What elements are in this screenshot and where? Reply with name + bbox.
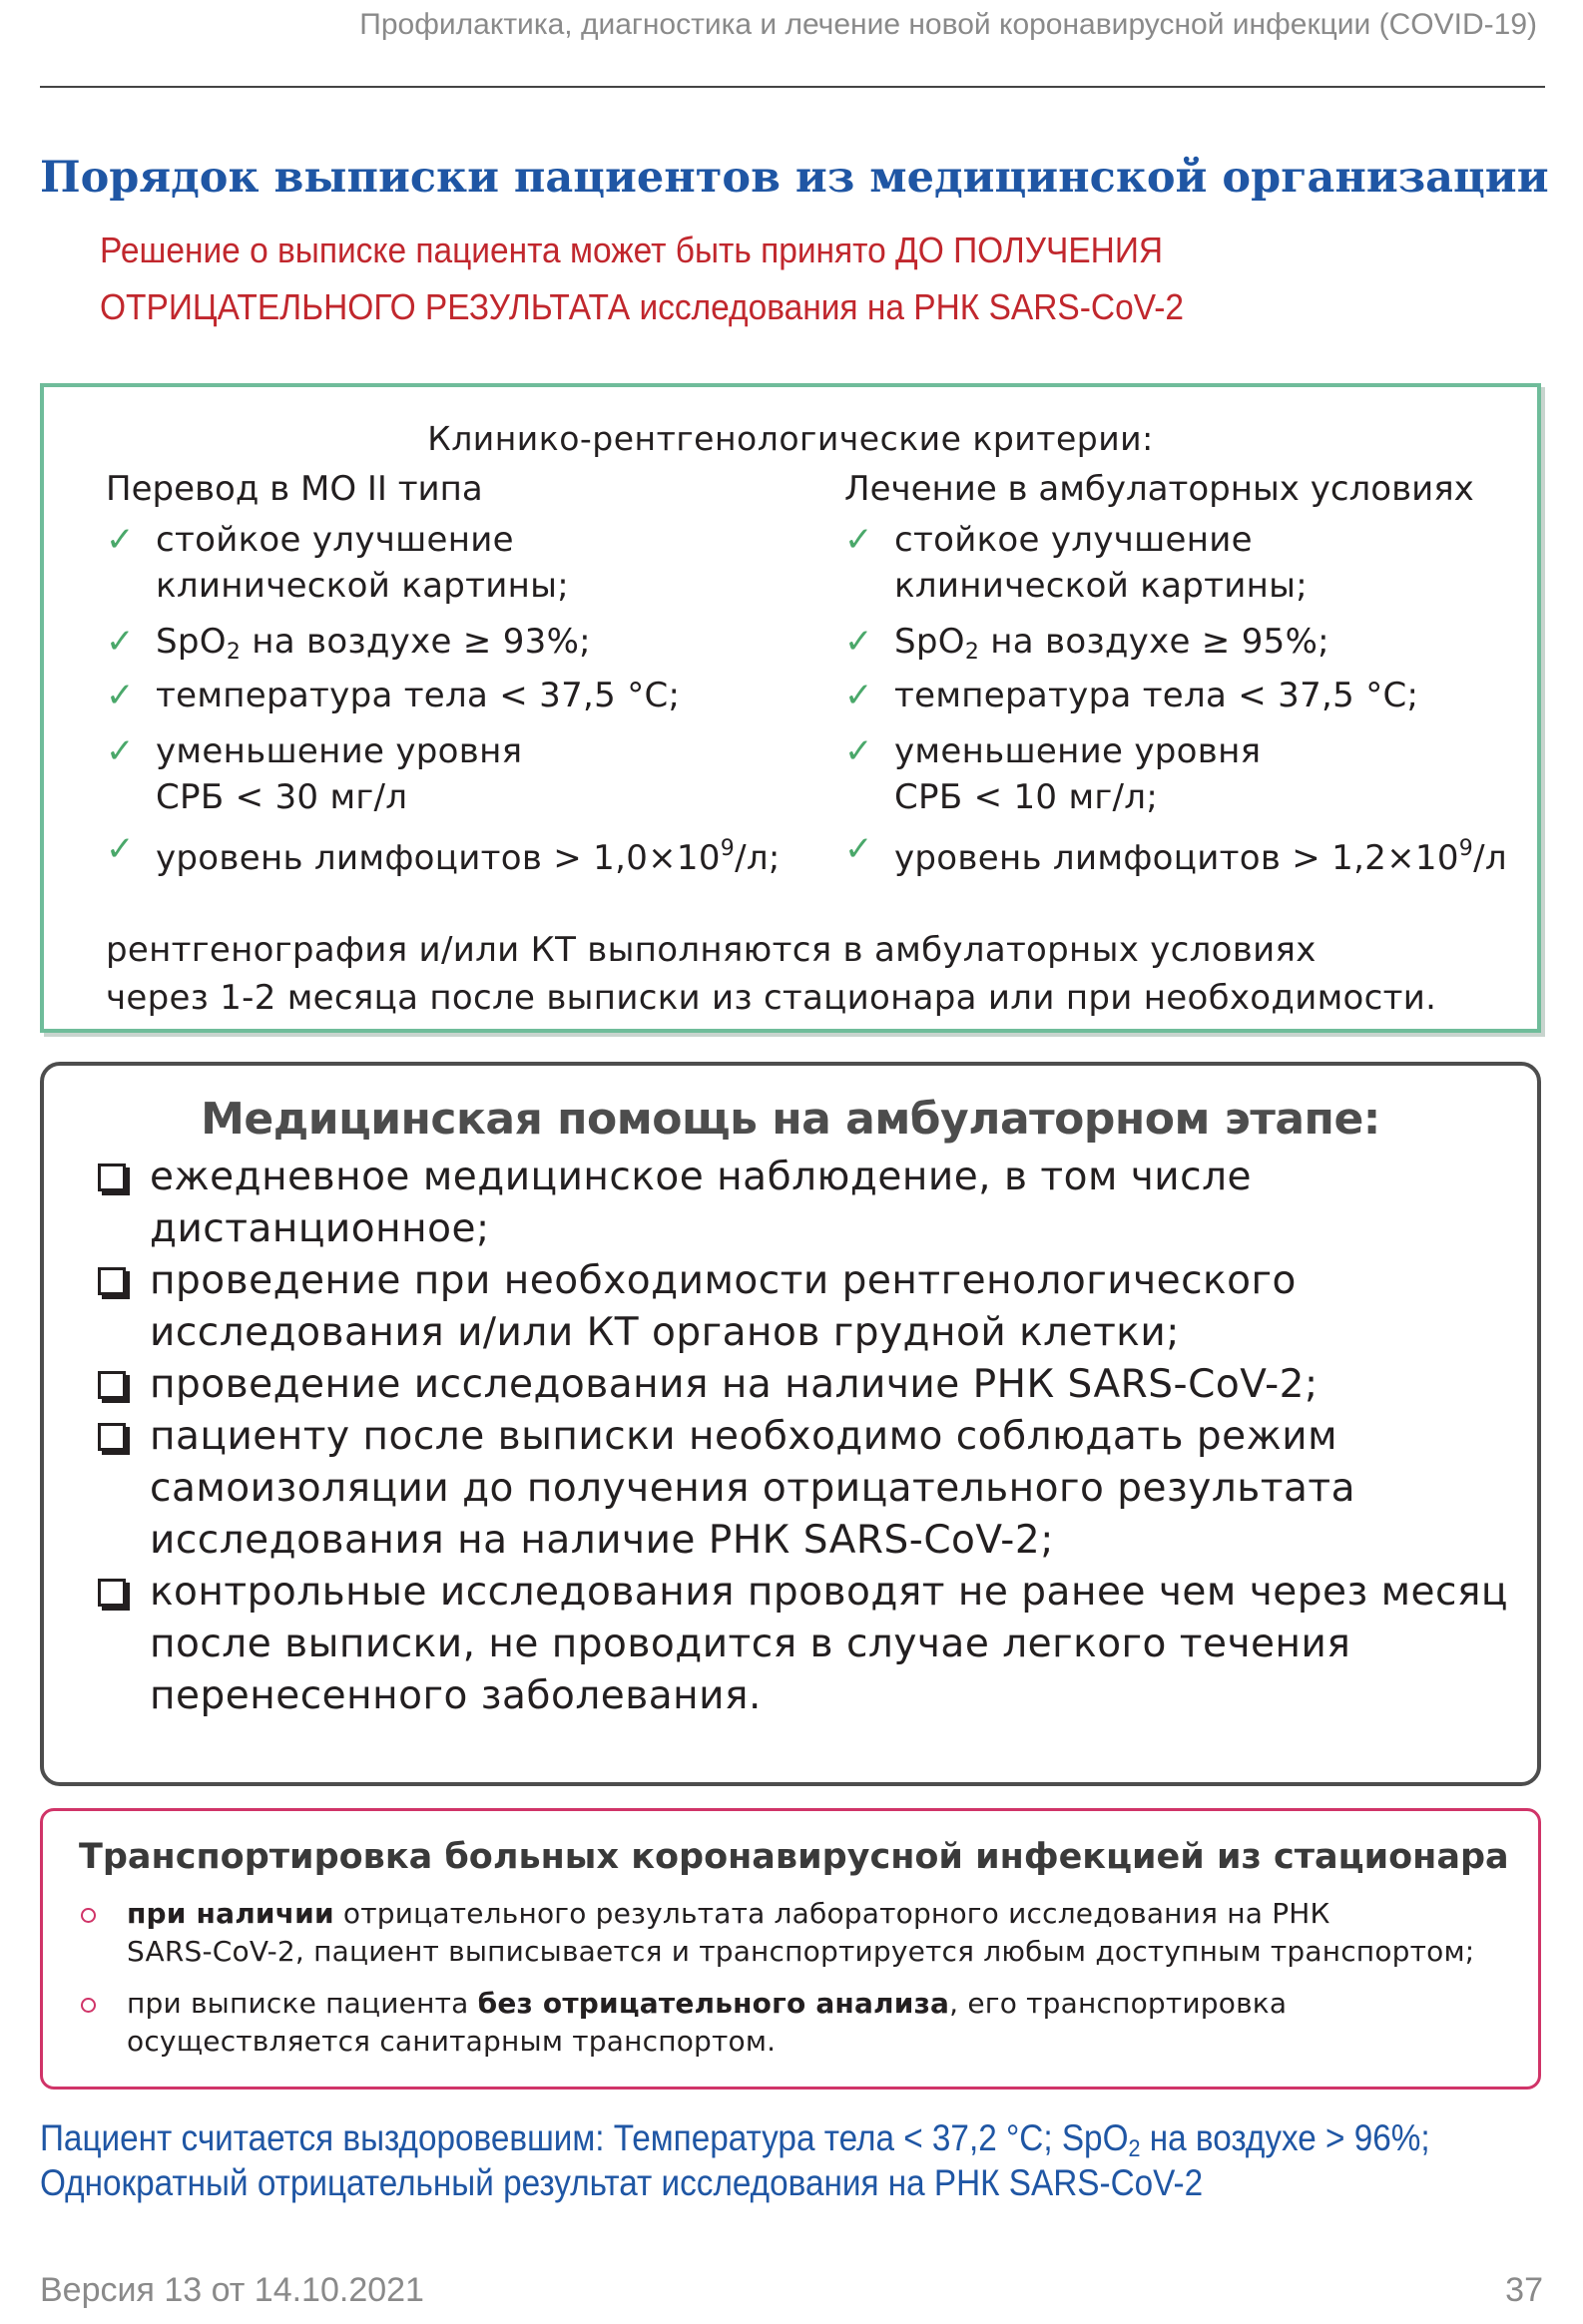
ambulatory-item xyxy=(150,1411,1355,1567)
checkbox-bullet-icon xyxy=(98,1371,126,1399)
criteria-footer-line: через 1-2 месяца после выписки из стационара или при необходимости. xyxy=(106,978,1437,1018)
check-icon: ✓ xyxy=(844,520,873,560)
ambulatory-box xyxy=(40,1062,1541,1786)
criteria-box xyxy=(40,383,1541,1033)
ambulatory-item xyxy=(150,1359,1319,1411)
ambulatory-item-line: перенесенного заболевания. xyxy=(150,1673,762,1718)
criteria-item xyxy=(106,826,781,881)
transport-item-line: осуществляется санитарным транспортом. xyxy=(127,2025,777,2058)
recovery-note-line2: Однократный отрицательный результат исследования на РНК SARS-CoV-2 xyxy=(40,2162,1204,2203)
criteria-header: Клинико-рентгенологические критерии: xyxy=(427,419,1154,458)
transport-box xyxy=(40,1808,1541,2090)
criteria-item-text: клинической картины; xyxy=(156,566,570,606)
page-number: 37 xyxy=(1505,2271,1543,2309)
ambulatory-item-line: контрольные исследования проводят не ранее чем через месяц xyxy=(150,1570,1508,1615)
criteria-footer-line: рентгенография и/или КТ выполняются в амбулаторных условиях xyxy=(106,930,1317,970)
ambulatory-item-line: ежедневное медицинское наблюдение, в том числе xyxy=(150,1155,1253,1199)
criteria-item-text: температура тела < 37,5 °C; xyxy=(894,676,1419,715)
checkbox-bullet-icon xyxy=(98,1579,126,1607)
criteria-item xyxy=(106,673,681,718)
ambulatory-item-line: исследования на наличие РНК SARS-CoV-2; xyxy=(150,1518,1054,1563)
check-icon: ✓ xyxy=(106,731,135,771)
recovery-note-line1: Пациент считается выздоровевшим: Температура тела < 37,2 °С; SpO$_2$ на воздухе > 96%; xyxy=(40,2117,1430,2162)
criteria-item-text: СРБ < 30 мг/л xyxy=(156,777,408,817)
check-icon: ✓ xyxy=(106,622,135,662)
criteria-item-text: SpO$_2$ на воздухе ≥ 93%; xyxy=(156,622,591,665)
circle-bullet-icon xyxy=(81,1998,96,2013)
ambulatory-item xyxy=(150,1567,1508,1722)
criteria-item-text: стойкое улучшение xyxy=(894,520,1253,560)
criteria-right-column xyxy=(844,469,1474,509)
criteria-item xyxy=(106,728,523,820)
check-icon: ✓ xyxy=(844,829,873,869)
ambulatory-item xyxy=(150,1255,1297,1359)
ambulatory-item-line: самоизоляции до получения отрицательного результата xyxy=(150,1466,1355,1511)
criteria-left-column xyxy=(106,469,483,509)
criteria-item xyxy=(844,728,1262,820)
check-icon: ✓ xyxy=(844,676,873,715)
criteria-right-title: Лечение в амбулаторных условиях xyxy=(844,469,1474,509)
criteria-item xyxy=(844,517,1309,609)
ambulatory-item-line: пациенту после выписки необходимо соблюдать режим xyxy=(150,1414,1338,1459)
criteria-item xyxy=(844,619,1329,676)
check-icon: ✓ xyxy=(844,622,873,662)
criteria-item-text: клинической картины; xyxy=(894,566,1309,606)
ambulatory-item-line: проведение исследования на наличие РНК SARS-CoV-2; xyxy=(150,1362,1319,1407)
criteria-item-text: уровень лимфоцитов > $1,2\times 10^9/л$ xyxy=(894,836,1507,878)
transport-item xyxy=(127,1985,1287,2061)
transport-item-line: SARS-CoV-2, пациент выписывается и транспортируется любым доступным транспортом; xyxy=(127,1935,1475,1968)
criteria-item-text: уменьшение уровня xyxy=(894,731,1262,771)
criteria-item-text: SpO$_2$ на воздухе ≥ 95%; xyxy=(894,622,1329,665)
check-icon: ✓ xyxy=(106,520,135,560)
running-header: Профилактика, диагностика и лечение новой коронавирусной инфекции (COVID-19) xyxy=(359,8,1537,41)
criteria-item-text: температура тела < 37,5 °C; xyxy=(156,676,681,715)
criteria-footer xyxy=(106,926,1436,1022)
decision-note-line2: ОТРИЦАТЕЛЬНОГО РЕЗУЛЬТАТА исследования на РНК SARS-CoV-2 xyxy=(100,286,1184,327)
transport-item-line: при наличии отрицательного результата лабораторного исследования на РНК xyxy=(127,1897,1330,1930)
ambulatory-item-line: после выписки, не проводится в случае легкого течения xyxy=(150,1622,1351,1666)
ambulatory-item-line: исследования и/или КТ органов грудной клетки; xyxy=(150,1310,1180,1355)
check-icon: ✓ xyxy=(844,731,873,771)
ambulatory-item-line: проведение при необходимости рентгенологического xyxy=(150,1258,1297,1303)
criteria-item-text: уменьшение уровня xyxy=(156,731,523,771)
decision-note-line1: Решение о выписке пациента может быть принято ДО ПОЛУЧЕНИЯ xyxy=(100,230,1164,270)
header-divider xyxy=(40,86,1545,88)
criteria-item xyxy=(106,517,570,609)
ambulatory-item-line: дистанционное; xyxy=(150,1206,490,1251)
check-icon: ✓ xyxy=(106,676,135,715)
criteria-left-title: Перевод в МО II типа xyxy=(106,469,483,509)
criteria-item xyxy=(106,619,591,676)
transport-item xyxy=(127,1895,1474,1971)
transport-item-line: при выписке пациента без отрицательного анализа, его транспортировка xyxy=(127,1987,1288,2020)
checkbox-bullet-icon xyxy=(98,1267,126,1295)
criteria-item xyxy=(844,826,1507,881)
checkbox-bullet-icon xyxy=(98,1163,126,1191)
criteria-item-text: уровень лимфоцитов > $1,0\times 10^9/л$; xyxy=(156,836,781,878)
transport-title: Транспортировка больных коронавирусной инфекцией из стационара xyxy=(79,1837,1509,1877)
circle-bullet-icon xyxy=(81,1908,96,1923)
page-title: Порядок выписки пациентов из медицинской организации xyxy=(40,153,1549,203)
check-icon: ✓ xyxy=(106,829,135,869)
ambulatory-item xyxy=(150,1152,1252,1255)
footer-version: Версия 13 от 14.10.2021 xyxy=(40,2271,424,2309)
criteria-item-text: стойкое улучшение xyxy=(156,520,514,560)
checkbox-bullet-icon xyxy=(98,1423,126,1451)
criteria-item xyxy=(844,673,1419,718)
criteria-item-text: СРБ < 10 мг/л; xyxy=(894,777,1159,817)
ambulatory-title: Медицинская помощь на амбулаторном этапе: xyxy=(201,1094,1380,1145)
